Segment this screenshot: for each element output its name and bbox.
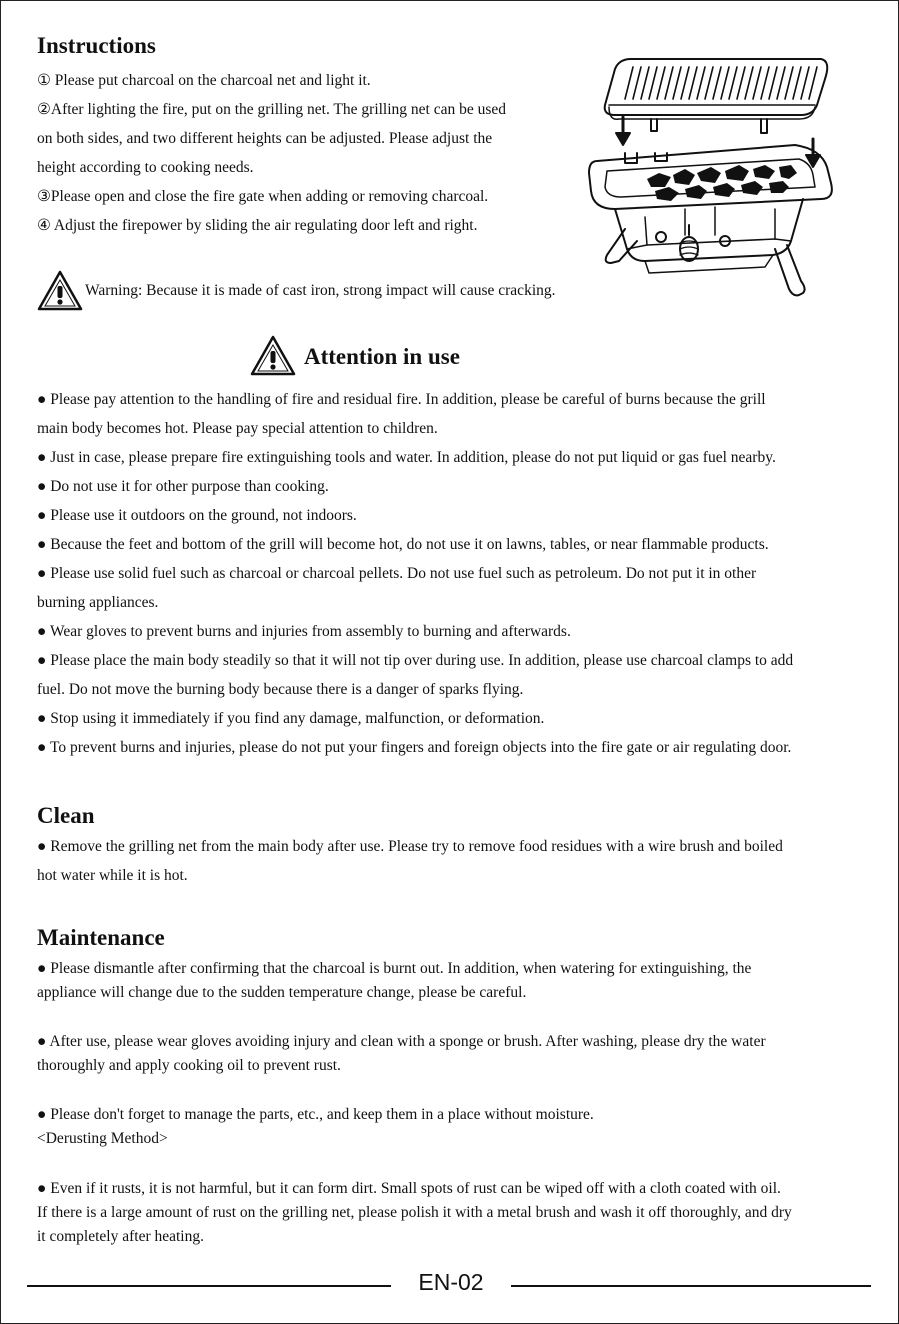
- maintenance-line: it completely after heating.: [37, 1228, 204, 1245]
- attention-heading: Attention in use: [304, 344, 460, 369]
- warning-triangle-icon: [37, 269, 83, 311]
- attention-line: ● Please place the main body steadily so that it will not tip over during use. In addition, please use charcoal clamps to add: [37, 652, 794, 669]
- maintenance-line: ● Even if it rusts, it is not harmful, but it can form dirt. Small spots of rust can be wiped off with a cloth coated with oil.: [37, 1180, 781, 1197]
- maintenance-heading: Maintenance: [37, 925, 165, 950]
- maintenance-line: ● Please don't forget to manage the parts, etc., and keep them in a place without moisture.: [37, 1106, 594, 1123]
- attention-line: ● Please use solid fuel such as charcoal or charcoal pellets. Do not use fuel such as petroleum. Do not put it in other: [37, 565, 757, 582]
- maintenance-line: If there is a large amount of rust on the grilling net, please polish it with a metal brush and wash it off thoroughly, and dry: [37, 1204, 792, 1221]
- attention-line: ● Stop using it immediately if you find any damage, malfunction, or deformation.: [37, 710, 545, 727]
- instruction-step-2: ②After lighting the fire, put on the grilling net. The grilling net can be used: [37, 101, 507, 118]
- attention-line: ● To prevent burns and injuries, please do not put your fingers and foreign objects into the fire gate or air regulating door.: [37, 739, 792, 756]
- clean-heading: Clean: [37, 803, 95, 828]
- attention-line: ● Please use it outdoors on the ground, not indoors.: [37, 507, 357, 524]
- instruction-step-2-cont: on both sides, and two different heights can be adjusted. Please adjust the: [37, 130, 493, 147]
- clean-line: ● Remove the grilling net from the main body after use. Please try to remove food residues with a wire brush and boiled: [37, 838, 783, 855]
- maintenance-line: thoroughly and apply cooking oil to prevent rust.: [37, 1057, 341, 1074]
- instructions-heading: Instructions: [37, 33, 156, 58]
- instruction-step-1: ① Please put charcoal on the charcoal net and light it.: [37, 72, 371, 89]
- maintenance-line: ● After use, please wear gloves avoiding injury and clean with a sponge or brush. After washing, please dry the water: [37, 1033, 766, 1050]
- instruction-step-2-cont: height according to cooking needs.: [37, 159, 254, 176]
- footer-rule-right: [511, 1285, 871, 1287]
- instruction-step-4: ④ Adjust the firepower by sliding the air regulating door left and right.: [37, 217, 478, 234]
- attention-line: ● Because the feet and bottom of the grill will become hot, do not use it on lawns, tables, or near flammable products.: [37, 536, 769, 553]
- clean-line: hot water while it is hot.: [37, 867, 188, 884]
- attention-line: fuel. Do not move the burning body because there is a danger of sparks flying.: [37, 681, 524, 698]
- instruction-step-3: ③Please open and close the fire gate when adding or removing charcoal.: [37, 188, 489, 205]
- attention-line: burning appliances.: [37, 594, 159, 611]
- grill-illustration: [585, 49, 841, 305]
- attention-line: ● Please pay attention to the handling of fire and residual fire. In addition, please be careful of burns because the grill: [37, 391, 766, 408]
- attention-line: ● Just in case, please prepare fire extinguishing tools and water. In addition, please do not put liquid or gas fuel nearby.: [37, 449, 776, 466]
- warning-text: Warning: Because it is made of cast iron, strong impact will cause cracking.: [85, 282, 556, 299]
- derusting-method-label: <Derusting Method>: [37, 1130, 168, 1147]
- maintenance-line: appliance will change due to the sudden temperature change, please be careful.: [37, 984, 527, 1001]
- footer-rule-left: [27, 1285, 391, 1287]
- page-number: EN-02: [418, 1269, 484, 1295]
- attention-line: ● Do not use it for other purpose than cooking.: [37, 478, 329, 495]
- attention-line: ● Wear gloves to prevent burns and injuries from assembly to burning and afterwards.: [37, 623, 571, 640]
- attention-warning-icon: [250, 334, 296, 376]
- attention-line: main body becomes hot. Please pay special attention to children.: [37, 420, 438, 437]
- maintenance-line: ● Please dismantle after confirming that the charcoal is burnt out. In addition, when watering for extinguishing, the: [37, 960, 752, 977]
